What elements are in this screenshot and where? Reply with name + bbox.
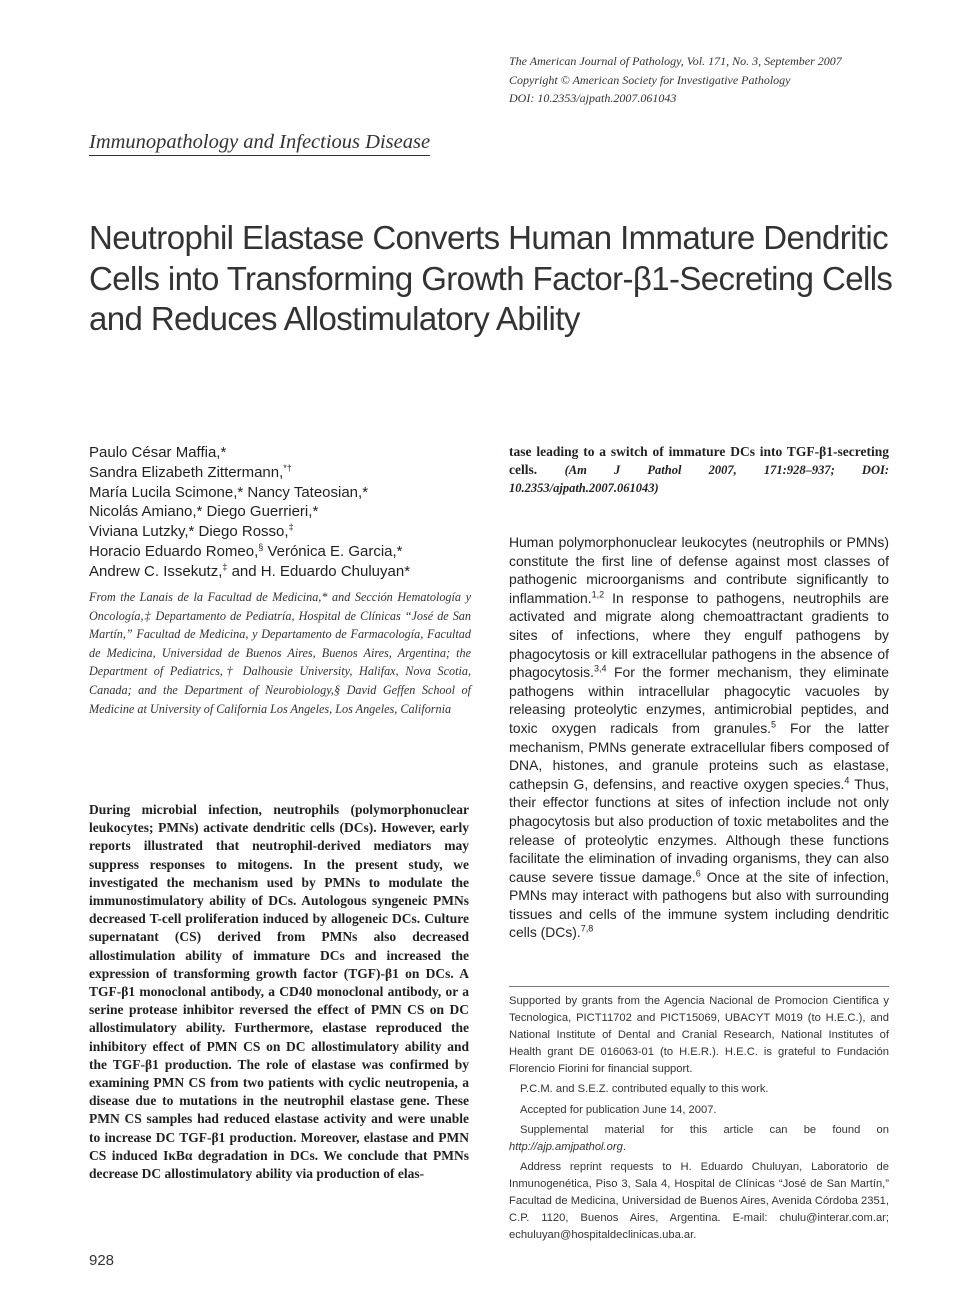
journal-header [509,52,929,108]
footnote-divider [509,986,889,987]
reference-marker: 1,2 [591,589,605,600]
page-number: 928 [89,1252,115,1269]
author-list [89,443,479,582]
reference-marker: 4 [844,775,850,786]
reference-marker: 3,4 [593,663,607,674]
article-title [89,218,909,340]
introduction-paragraph: Human polymorphonuclear leukocytes (neutrophils or PMNs) constitute the first line of defense against most classes of pathogenic microorganisms and contribute significantly to inflammation.$^{1,2}$ In response to pathogens, neutrophils are activated and migrate along chemoattractant gradients to sites of infections, where they engulf pathogens by phagocytosis or kill extracellular pathogens in the absence of phagocytosis.$^{3,4}$ For the former mechanism, they eliminate pathogens within intracellular phagocytic vacuoles by releasing proteolytic enzymes, antimicrobial peptides, and toxic oxygen radicals from granules.$^5$ For the latter mechanism, PMNs generate extracellular fibers composed of DNA, histones, and granule proteins such as elastase, cathepsin G, defensins, and reactive oxygen species.$^4$ Thus, their effector functions at sites of infection include not only phagocytosis but also production of toxic metabolites and the release of proteolytic enzymes. Although these functions facilitate the elimination of invading organisms, they can also cause severe tissue damage.$^6$ Once at the site of infection, PMNs may interact with pathogens but also with surrounding tissues and cells of the immune system including dendritic cells (DCs).$^{7,8}$ [509,534,889,941]
correspondence-note: Address reprint requests to H. Eduardo Chuluyan, Laboratorio de Inmunogenética, Piso 3, Sala 4, Hospital de Clínicas “José de San Martín,” Facultad de Medicina, Universidad de Buenos Aires, Avenida Córdoba 2351, C.P. 1120, Buenos Aires, Argentina. E-mail: chulu@interar.com.ar; echuluyan@hospitaldeclinicas.uba.ar. [509,1160,889,1242]
author-affiliations: From the Lanais de la Facultad de Medicina,* and Sección Hematología y Oncología,‡ Departamento de Pediatría, Hospital de Clínicas “José de San Martín,” Facultad de Medicina, y Departamento de Farmacología, Facultad de Medicina, Universidad de Buenos Aires, Buenos Aires, Argentina; the Department of Pediatrics,† Dalhousie University, Halifax, Nova Scotia, Canada; and the Department of Neurobiology,§ David Geffen School of Medicine at University of California Los Angeles, Los Angeles, California [89,590,471,716]
reference-marker: 7,8 [580,923,594,934]
equal-contribution-note: P.C.M. and S.E.Z. contributed equally to this work. [520,1083,769,1096]
journal-doi-line: DOI: 10.2353/ajpath.2007.061043 [509,91,677,105]
supplemental-link[interactable]: http://ajp.amjpathol.org [509,1140,623,1153]
abstract-tail: tase leading to a switch of immature DCs into TGF-β1-secreting cells. [509,444,889,478]
author-line: Andrew C. Issekutz,‡ and H. Eduardo Chuluyan* [89,561,411,580]
journal-copyright-line: Copyright © American Society for Investigative Pathology [509,72,791,87]
abstract-continued [509,443,889,498]
title-line: and Reduces Allostimulatory Ability [89,300,580,337]
author-line: Viviana Lutzky,* Diego Rosso,‡ [89,522,294,541]
citation: (Am J Pathol 2007, 171:928–937; DOI: 10.2353/ajpath.2007.061043) [509,463,889,496]
author-line: Horacio Eduardo Romeo,§ Verónica E. Garcia,* [89,541,403,560]
reference-marker: 5 [771,719,777,730]
author-line: Sandra Elizabeth Zittermann,*† [89,462,292,481]
supplemental-note: Supplemental material for this article can be found on http://ajp.amjpathol.org. [509,1123,889,1153]
author-line: Paulo César Maffia,* [89,444,227,461]
footnotes [509,993,889,1247]
funding-note: Supported by grants from the Agencia Nacional de Promocion Cientifica y Tecnologica, PICT11702 and PICT15069, UBACYT M019 (to H.E.C.), and National Institute of Dental and Cranial Research, National Institutes of Health grant DE 016063-01 (to H.E.R.). H.E.C. is grateful to Fundación Florencio Fiorini for financial support. [509,995,889,1076]
author-line: Nicolás Amiano,* Diego Guerrieri,* [89,503,319,521]
section-heading: Immunopathology and Infectious Disease [89,131,430,156]
reference-marker: 6 [695,868,701,879]
journal-citation-line: The American Journal of Pathology, Vol. 171, No. 3, September 2007 [509,54,842,68]
author-line: María Lucila Scimone,* Nancy Tateosian,* [89,483,369,501]
title-line: Cells into Transforming Growth Factor-β1-Secreting Cells [89,259,893,297]
abstract-text: During microbial infection, neutrophils (polymorphonuclear leukocytes; PMNs) activate dendritic cells (DCs). However, early reports illustrated that neutrophil-derived mediators may suppress responses to mitogens. In the present study, we investigated the mechanism used by PMNs to modulate the immunostimulatory ability of DCs. Autologous syngeneic PMNs decreased T-cell proliferation induced by allogeneic DCs. Culture supernatant (CS) derived from PMNs also decreased allostimulation ability of immature DCs and increased the expression of transforming growth factor (TGF)-β1 on DCs. A TGF-β1 monoclonal antibody, a CD40 monoclonal antibody, or a serine protease inhibitor reversed the effect of PMN CS on DC allostimulatory ability. Furthermore, elastase reproduced the inhibitory effect of PMN CS on DC allostimulatory ability and the TGF-β1 production. The role of elastase was confirmed by examining PMN CS from two patients with cyclic neutropenia, a disease due to mutations in the neutrophil elastase gene. These PMN CS samples had reduced elastase activity and were unable to increase DC TGF-β1 production. Moreover, elastase and PMN CS induced IκBα degradation in DCs. We conclude that PMNs decrease DC allostimulatory ability via production of elas- [89,802,469,1182]
title-line: Neutrophil Elastase Converts Human Immature Dendritic [89,219,889,256]
acceptance-note: Accepted for publication June 14, 2007. [520,1103,717,1116]
